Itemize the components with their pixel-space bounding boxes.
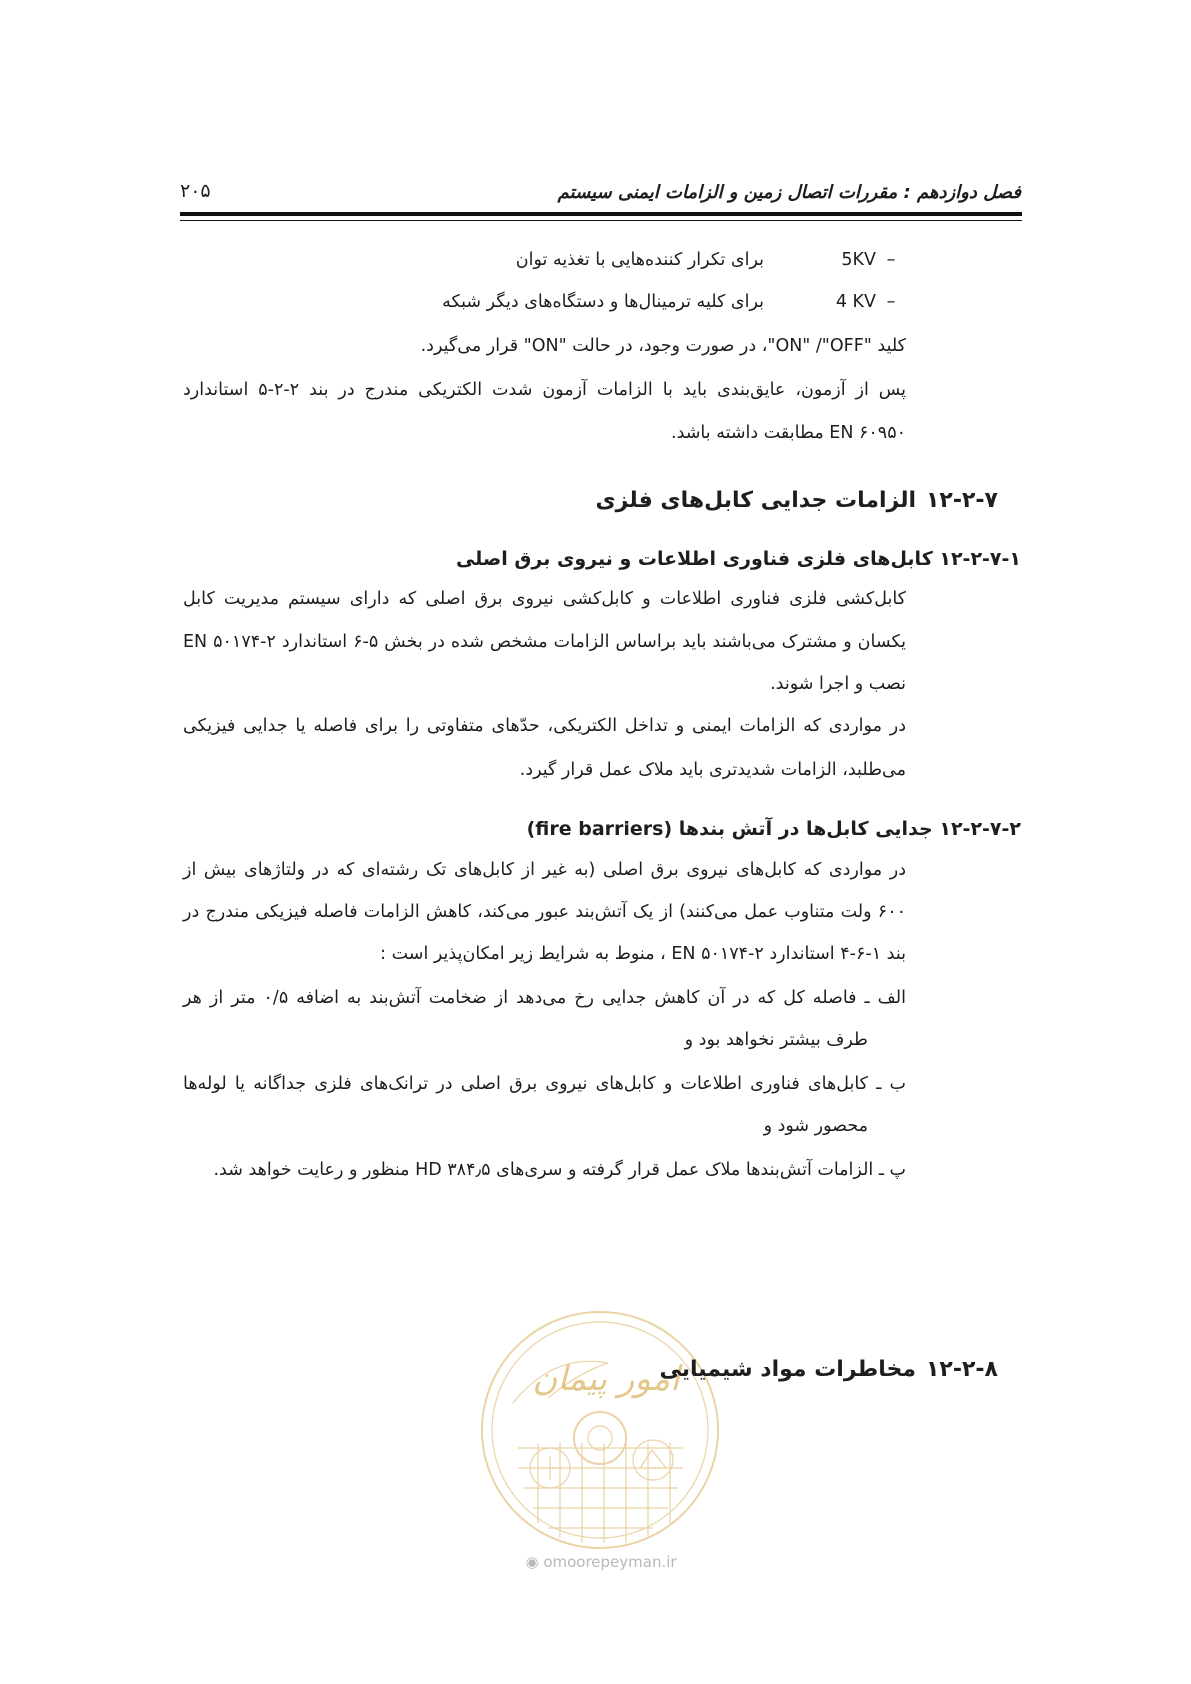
condition-line: پ ـ الزامات آتش‌بندها ملاک عمل قرار گرفته و سری‌های HD ۳۸۴٫۵ منظور و رعایت خواهد شد. bbox=[213, 1160, 906, 1180]
list-item-text: برای تکرار کننده‌هایی با تغذیه توان bbox=[515, 250, 764, 270]
paragraph-line: نصب و اجرا شوند. bbox=[770, 674, 906, 694]
section-title: مخاطرات مواد شیمیایی bbox=[659, 1357, 916, 1382]
section-number: ۱۲-۲-۸ bbox=[926, 1357, 998, 1382]
condition-line: محصور شود و bbox=[763, 1116, 868, 1136]
dash-bullet: – bbox=[886, 250, 896, 270]
paragraph-line: می‌طلبد، الزامات شدیدتری باید ملاک عمل قرار گیرد. bbox=[519, 760, 906, 780]
subsection-heading: ۱۲-۲-۷-۱ کابل‌های فلزی فناوری اطلاعات و نیروی برق اصلی bbox=[455, 548, 1021, 570]
header-rule-thick bbox=[180, 212, 1022, 216]
section-heading bbox=[660, 1357, 1021, 1382]
condition-line: طرف بیشتر نخواهد بود و bbox=[684, 1030, 868, 1050]
dash-bullet: – bbox=[886, 292, 896, 312]
condition-line: الف ـ فاصله کل که در آن کاهش جدایی رخ می‌دهد از ضخامت آتش‌بند به اضافه ۰/۵ متر از هر bbox=[183, 988, 906, 1008]
section-title: الزامات جدایی کابل‌های فلزی bbox=[595, 488, 916, 513]
watermark-site: ◉ omoorepeyman.ir bbox=[525, 1553, 677, 1571]
list-item bbox=[516, 250, 906, 270]
paragraph-line: ۶۰۰ ولت متناوب عمل می‌کنند) از یک آتش‌بند عبور می‌کند، کاهش الزامات فاصله فیزیکی مندرج در bbox=[183, 902, 906, 922]
section-number: ۱۲-۲-۷ bbox=[926, 488, 998, 513]
header-rule-thin bbox=[180, 220, 1022, 221]
chapter-header: فصل دوازدهم : مقررات اتصال زمین و الزامات ایمنی سیستم bbox=[557, 182, 1021, 203]
watermark-site-icon: ◉ bbox=[525, 1553, 539, 1571]
condition-line: ب ـ کابل‌های فناوری اطلاعات و کابل‌های نیروی برق اصلی در ترانک‌های فلزی جداگانه یا لوله‌ها bbox=[183, 1074, 906, 1094]
voltage-value: 5KV bbox=[841, 250, 876, 270]
watermark-logo bbox=[478, 1308, 723, 1553]
page-number: ۲۰۵ bbox=[180, 180, 211, 202]
paragraph-line: یکسان و مشترک می‌باشند باید براساس الزامات مشخص شده در بخش ۵-۶ استاندارد EN ۵۰۱۷۴-۲ bbox=[183, 632, 906, 652]
paragraph-line: در مواردی که کابل‌های نیروی برق اصلی (به غیر از کابل‌های تک رشته‌ای که در ولتاژهای بیش از bbox=[183, 860, 906, 880]
paragraph-line: پس از آزمون، عایق‌بندی باید با الزامات آزمون شدت الکتریکی مندرج در بند ۲-۲-۵ استاندارد bbox=[183, 380, 906, 400]
paragraph-line: در مواردی که الزامات ایمنی و تداخل الکتریکی، حدّهای متفاوتی را برای فاصله یا جدایی فیزیکی bbox=[183, 716, 906, 736]
section-heading bbox=[596, 488, 1021, 513]
paragraph-line: بند ۱-۶-۴ استاندارد EN ۵۰۱۷۴-۲ ، منوط به شرایط زیر امکان‌پذیر است : bbox=[380, 944, 906, 964]
paragraph-line: کلید "ON" /"OFF"، در صورت وجود، در حالت "ON" قرار می‌گیرد. bbox=[420, 336, 906, 356]
list-item-text: برای کلیه ترمینال‌ها و دستگاه‌های دیگر شبکه bbox=[442, 292, 764, 312]
paragraph-line: کابل‌کشی فلزی فناوری اطلاعات و کابل‌کشی نیروی برق اصلی که دارای سیستم مدیریت کابل bbox=[183, 589, 906, 609]
voltage-value: 4 KV bbox=[835, 292, 876, 312]
watermark-script: امور پیمان bbox=[532, 1359, 680, 1399]
subsection-heading: ۱۲-۲-۷-۲ جدایی کابل‌ها در آتش بندها (fire barriers) bbox=[526, 818, 1021, 840]
paragraph-line: EN ۶۰۹۵۰ مطابقت داشته باشد. bbox=[671, 423, 906, 443]
list-item bbox=[442, 292, 906, 312]
